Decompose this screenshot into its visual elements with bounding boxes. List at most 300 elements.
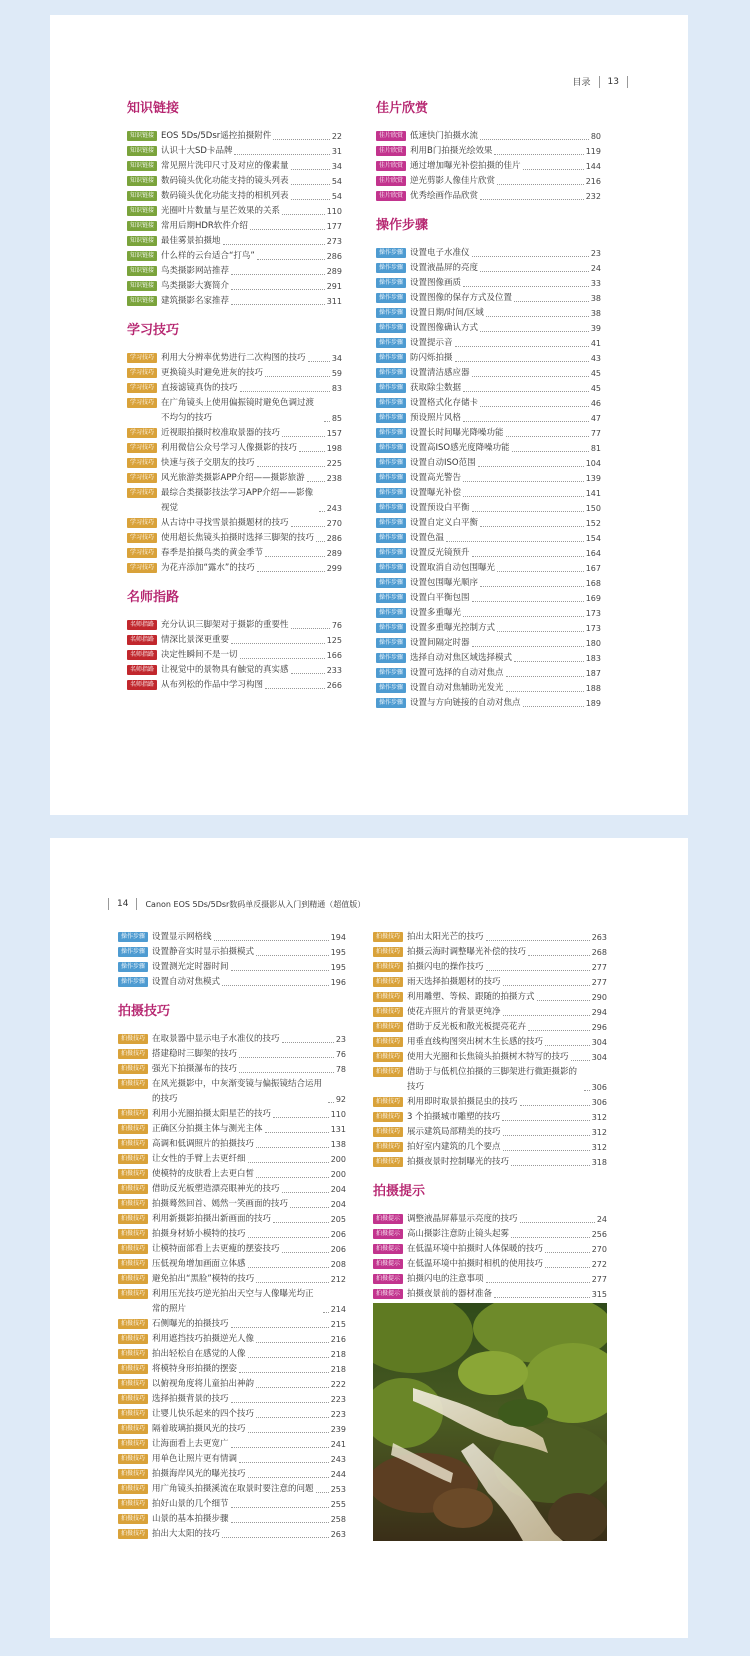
- toc-entry[interactable]: [118, 1107, 346, 1122]
- dot-leader: [528, 955, 590, 956]
- toc-entry[interactable]: [118, 1152, 346, 1167]
- toc-entry[interactable]: [376, 129, 601, 144]
- left-column: [118, 930, 346, 1554]
- toc-entry[interactable]: [118, 1362, 346, 1377]
- toc-entry[interactable]: [127, 174, 342, 189]
- entry-page-number: 306: [591, 1098, 607, 1107]
- toc-entry[interactable]: [376, 396, 601, 411]
- entry-text: [161, 426, 342, 441]
- toc-entry[interactable]: [376, 366, 601, 381]
- toc-entry[interactable]: [127, 396, 342, 426]
- toc-entry[interactable]: [376, 336, 601, 351]
- dot-leader: [472, 511, 584, 512]
- toc-entry[interactable]: [127, 351, 342, 366]
- entry-title: 设置日期/时间/区域: [410, 308, 484, 318]
- category-badge: 操作步骤: [376, 278, 406, 288]
- toc-entry[interactable]: [118, 1212, 346, 1227]
- toc-entry[interactable]: [118, 1272, 346, 1287]
- toc-entry[interactable]: [127, 441, 342, 456]
- entry-page-number: 138: [330, 1140, 346, 1149]
- toc-entry[interactable]: [376, 666, 601, 681]
- entry-text: [152, 1137, 346, 1152]
- toc-entry[interactable]: [376, 561, 601, 576]
- toc-entry[interactable]: [118, 1227, 346, 1242]
- dot-leader: [231, 970, 329, 971]
- entry-page-number: 39: [590, 324, 601, 333]
- entry-title: 调整液晶屏幕显示亮度的技巧: [407, 1214, 518, 1224]
- toc-entry[interactable]: [376, 456, 601, 471]
- entry-page-number: 255: [330, 1500, 346, 1509]
- toc-entry[interactable]: [118, 1167, 346, 1182]
- toc-entry[interactable]: [376, 486, 601, 501]
- toc-entry[interactable]: [127, 159, 342, 174]
- entry-title: 利用B门拍摄光绘效果: [410, 146, 493, 156]
- entry-title: 高调和低调照片的拍摄技巧: [152, 1139, 255, 1149]
- entry-title: 设置包围曝光顺序: [410, 578, 479, 588]
- category-badge: 拍摄技巧: [118, 1064, 148, 1074]
- entry-text: [152, 930, 346, 945]
- toc-entry[interactable]: [376, 159, 601, 174]
- toc-entry[interactable]: [376, 621, 601, 636]
- entry-text: [410, 516, 601, 531]
- toc-entry[interactable]: [373, 1050, 607, 1065]
- category-badge: 知识链接: [127, 146, 157, 156]
- toc-entry[interactable]: [118, 1467, 346, 1482]
- entry-page-number: 212: [330, 1275, 346, 1284]
- entry-text: [152, 1122, 346, 1137]
- category-badge: 知识链接: [127, 131, 157, 141]
- toc-entry[interactable]: [118, 1137, 346, 1152]
- entry-text: [152, 1422, 346, 1437]
- toc-entry[interactable]: [118, 1032, 346, 1047]
- toc-entry[interactable]: [376, 636, 601, 651]
- entry-page-number: 194: [330, 933, 346, 942]
- entry-title: 用单色让照片更有情调: [152, 1454, 238, 1464]
- toc-entry[interactable]: [118, 1077, 346, 1107]
- category-badge: 拍摄提示: [373, 1214, 403, 1224]
- toc-entry[interactable]: [118, 1437, 346, 1452]
- toc-entry[interactable]: [376, 516, 601, 531]
- entry-page-number: 223: [330, 1395, 346, 1404]
- toc-entry[interactable]: [118, 1047, 346, 1062]
- toc-entry[interactable]: [376, 261, 601, 276]
- dot-leader: [480, 406, 589, 407]
- entry-page-number: 110: [330, 1110, 346, 1119]
- toc-entry[interactable]: [376, 681, 601, 696]
- toc-entry[interactable]: [118, 975, 346, 990]
- toc-entry[interactable]: [118, 1452, 346, 1467]
- category-badge: 操作步骤: [376, 323, 406, 333]
- toc-entry[interactable]: [127, 648, 342, 663]
- dot-leader: [239, 1057, 334, 1058]
- entry-title: 拍摄闪电的注意事项: [407, 1274, 484, 1284]
- entry-title: 拍好室内建筑的几个要点: [407, 1142, 501, 1152]
- entry-title: 设置格式化存储卡: [410, 398, 479, 408]
- entry-text: [152, 975, 346, 990]
- category-badge: 操作步骤: [376, 443, 406, 453]
- category-badge: 拍摄技巧: [373, 1022, 403, 1032]
- category-badge: 拍摄技巧: [118, 1514, 148, 1524]
- category-badge: 拍摄技巧: [118, 1109, 148, 1119]
- entry-text: [152, 1212, 346, 1227]
- dot-leader: [545, 1267, 590, 1268]
- entry-page-number: 218: [330, 1365, 346, 1374]
- toc-entry[interactable]: [376, 321, 601, 336]
- entry-text: [152, 1332, 346, 1347]
- dot-leader: [514, 661, 584, 662]
- toc-entry[interactable]: [376, 426, 601, 441]
- toc-entry[interactable]: [373, 1020, 607, 1035]
- toc-entry[interactable]: [376, 591, 601, 606]
- toc-entry[interactable]: [373, 1125, 607, 1140]
- toc-entry[interactable]: [127, 531, 342, 546]
- entry-text: [161, 471, 342, 486]
- dot-leader: [503, 1015, 590, 1016]
- toc-entry[interactable]: [118, 1317, 346, 1332]
- toc-entry[interactable]: [127, 234, 342, 249]
- entry-page-number: 80: [590, 132, 601, 141]
- toc-section: [127, 588, 342, 693]
- page-header: [573, 75, 628, 88]
- toc-entry[interactable]: [373, 1272, 607, 1287]
- toc-entry[interactable]: [118, 1512, 346, 1527]
- entry-text: [161, 396, 342, 426]
- entry-page-number: 233: [326, 666, 342, 675]
- entry-page-number: 33: [590, 279, 601, 288]
- toc-entry[interactable]: [118, 1392, 346, 1407]
- entry-title: 3 个拍摄城市雕塑的技巧: [407, 1112, 501, 1122]
- toc-entry[interactable]: [373, 1005, 607, 1020]
- entry-title: 让视觉中的景物具有触觉的真实感: [161, 665, 289, 675]
- toc-entry[interactable]: [373, 930, 607, 945]
- toc-entry[interactable]: [127, 678, 342, 693]
- entry-title: 选择拍摄背景的技巧: [152, 1394, 229, 1404]
- entry-text: [407, 960, 607, 975]
- entry-page-number: 263: [330, 1530, 346, 1539]
- toc-entry[interactable]: [376, 276, 601, 291]
- category-badge: 操作步骤: [376, 383, 406, 393]
- entry-title: 设置清洁感应器: [410, 368, 470, 378]
- dot-leader: [273, 139, 330, 140]
- dot-leader: [291, 673, 325, 674]
- toc-entry[interactable]: [376, 306, 601, 321]
- toc-entry[interactable]: [376, 471, 601, 486]
- dot-leader: [446, 541, 584, 542]
- entry-title: 让模特面部看上去更瘦的摆姿技巧: [152, 1244, 280, 1254]
- dot-leader: [231, 289, 325, 290]
- dot-leader: [222, 1537, 329, 1538]
- toc-entry[interactable]: [127, 144, 342, 159]
- toc-entry[interactable]: [373, 1242, 607, 1257]
- category-badge: 操作步骤: [118, 932, 148, 942]
- dot-leader: [290, 1207, 329, 1208]
- toc-entry[interactable]: [127, 294, 342, 309]
- entry-page-number: 43: [590, 354, 601, 363]
- entry-title: 选择自动对焦区域选择模式: [410, 653, 513, 663]
- entry-title: 近视眼拍摄时校准取景器的技巧: [161, 428, 281, 438]
- entry-page-number: 169: [585, 594, 601, 603]
- toc-entry[interactable]: [376, 501, 601, 516]
- category-badge: 操作步骤: [376, 518, 406, 528]
- entry-title: 快速与孩子交朋友的技巧: [161, 458, 255, 468]
- entry-text: [161, 219, 342, 234]
- toc-entry[interactable]: [376, 441, 601, 456]
- toc-entry[interactable]: [127, 486, 342, 516]
- toc-entry[interactable]: [127, 204, 342, 219]
- toc-entry[interactable]: [127, 129, 342, 144]
- dot-leader: [511, 1165, 590, 1166]
- toc-entry[interactable]: [127, 471, 342, 486]
- category-badge: 佳片欣赏: [376, 131, 406, 141]
- dot-leader: [480, 199, 584, 200]
- dot-leader: [248, 1477, 329, 1478]
- toc-entry[interactable]: [376, 696, 601, 711]
- entry-page-number: 244: [330, 1470, 346, 1479]
- toc-entry[interactable]: [376, 606, 601, 621]
- entry-text: [410, 276, 601, 291]
- category-badge: 操作步骤: [376, 368, 406, 378]
- toc-entry[interactable]: [376, 651, 601, 666]
- entry-page-number: 304: [591, 1038, 607, 1047]
- toc-entry[interactable]: [118, 1182, 346, 1197]
- dot-leader: [282, 214, 325, 215]
- toc-entry[interactable]: [118, 1482, 346, 1497]
- toc-entry[interactable]: [118, 1287, 346, 1317]
- toc-entry[interactable]: [373, 945, 607, 960]
- toc-entry[interactable]: [127, 516, 342, 531]
- entry-title: 正确区分拍摄主体与测光主体: [152, 1124, 263, 1134]
- entry-title: 在广角镜头上使用偏振镜时避免色调过渡不均匀的技巧: [161, 398, 315, 423]
- category-badge: 拍摄提示: [373, 1289, 403, 1299]
- entry-text: [410, 396, 601, 411]
- toc-entry[interactable]: [118, 1407, 346, 1422]
- toc-entry[interactable]: [118, 1527, 346, 1542]
- toc-entry[interactable]: [376, 531, 601, 546]
- category-badge: 拍摄技巧: [118, 1049, 148, 1059]
- toc-entry[interactable]: [373, 1227, 607, 1242]
- entry-page-number: 223: [330, 1410, 346, 1419]
- entry-page-number: 312: [591, 1143, 607, 1152]
- entry-title: 借助于与低机位拍摄的三脚架进行微距摄影的技巧: [407, 1067, 578, 1092]
- entry-title: 拍摄夜景前的器材准备: [407, 1289, 493, 1299]
- entry-page-number: 291: [326, 282, 342, 291]
- toc-entry[interactable]: [118, 945, 346, 960]
- entry-text: [152, 1497, 346, 1512]
- entry-title: 在低温环境中拍摄时人体保暖的技巧: [407, 1244, 544, 1254]
- entry-text: [410, 456, 601, 471]
- entry-page-number: 290: [591, 993, 607, 1002]
- toc-entry[interactable]: [376, 546, 601, 561]
- entry-text: [410, 591, 601, 606]
- toc-entry[interactable]: [118, 1197, 346, 1212]
- toc-entry[interactable]: [127, 663, 342, 678]
- entry-page-number: 54: [331, 177, 342, 186]
- toc-entry[interactable]: [376, 174, 601, 189]
- dot-leader: [239, 1462, 329, 1463]
- toc-entry[interactable]: [118, 1347, 346, 1362]
- entry-title: 利用雕塑、等候、跟随的拍摄方式: [407, 992, 535, 1002]
- category-badge: 拍摄提示: [373, 1259, 403, 1269]
- toc-entry[interactable]: [376, 144, 601, 159]
- entry-text: [161, 234, 342, 249]
- category-badge: 操作步骤: [376, 413, 406, 423]
- entry-title: 更换镜头时避免进灰的技巧: [161, 368, 264, 378]
- entry-page-number: 204: [330, 1185, 346, 1194]
- dot-leader: [282, 1252, 329, 1253]
- entry-text: [407, 1065, 607, 1095]
- entry-text: [410, 159, 601, 174]
- entry-title: 拍摄云海时调整曝光补偿的技巧: [407, 947, 527, 957]
- entry-page-number: 198: [326, 444, 342, 453]
- toc-entry[interactable]: [127, 219, 342, 234]
- entry-text: [407, 1242, 607, 1257]
- toc-entry[interactable]: [127, 264, 342, 279]
- category-badge: 拍摄技巧: [118, 1349, 148, 1359]
- toc-entry[interactable]: [376, 411, 601, 426]
- entry-title: 以俯视角度将儿童拍出神韵: [152, 1379, 255, 1389]
- toc-entry[interactable]: [127, 426, 342, 441]
- entry-page-number: 45: [590, 384, 601, 393]
- entry-page-number: 177: [326, 222, 342, 231]
- toc-entry[interactable]: [376, 576, 601, 591]
- dot-leader: [520, 1222, 595, 1223]
- toc-entry[interactable]: [118, 1497, 346, 1512]
- toc-entry[interactable]: [373, 990, 607, 1005]
- toc-entry[interactable]: [127, 381, 342, 396]
- entry-text: [410, 144, 601, 159]
- entry-page-number: 277: [591, 963, 607, 972]
- toc-entry[interactable]: [373, 960, 607, 975]
- category-badge: 拍摄技巧: [118, 1274, 148, 1284]
- dot-leader: [463, 286, 589, 287]
- toc-entry[interactable]: [373, 1257, 607, 1272]
- toc-entry[interactable]: [373, 1035, 607, 1050]
- toc-entry[interactable]: [127, 249, 342, 264]
- dot-leader: [222, 985, 329, 986]
- toc-entry[interactable]: [127, 279, 342, 294]
- dot-leader: [503, 985, 590, 986]
- category-badge: 操作步骤: [376, 638, 406, 648]
- entry-text: [152, 960, 346, 975]
- dot-leader: [503, 1150, 590, 1151]
- toc-entry[interactable]: [376, 351, 601, 366]
- toc-entry[interactable]: [373, 1287, 607, 1302]
- category-badge: 拍摄技巧: [373, 1052, 403, 1062]
- entry-title: 从布列松的作品中学习构图: [161, 680, 264, 690]
- entry-title: 利用大分辨率优势进行二次构图的技巧: [161, 353, 306, 363]
- page-header: [108, 898, 365, 910]
- dot-leader: [231, 1522, 329, 1523]
- toc-entry[interactable]: [118, 960, 346, 975]
- entry-title: 强光下拍摄瀑布的技巧: [152, 1064, 238, 1074]
- entry-text: [152, 1047, 346, 1062]
- toc-entry[interactable]: [373, 1065, 607, 1095]
- entry-text: [410, 681, 601, 696]
- entry-text: [407, 1020, 607, 1035]
- entry-title: 设置间隔定时器: [410, 638, 470, 648]
- toc-entry[interactable]: [127, 618, 342, 633]
- toc-entry[interactable]: [118, 1257, 346, 1272]
- category-badge: 操作步骤: [376, 473, 406, 483]
- category-badge: 知识链接: [127, 236, 157, 246]
- entry-text: [410, 531, 601, 546]
- toc-entry[interactable]: [376, 189, 601, 204]
- section-title: 拍摄技巧: [118, 1004, 171, 1019]
- category-badge: 拍摄技巧: [118, 1244, 148, 1254]
- entry-text: [161, 516, 342, 531]
- toc-entry[interactable]: [376, 291, 601, 306]
- toc-entry[interactable]: [373, 1212, 607, 1227]
- toc-entry[interactable]: [118, 1122, 346, 1137]
- entry-text: [152, 1452, 346, 1467]
- category-badge: 拍摄提示: [373, 1244, 403, 1254]
- toc-entry[interactable]: [373, 1110, 607, 1125]
- dot-leader: [520, 1105, 590, 1106]
- dot-leader: [239, 1072, 334, 1073]
- entry-title: 设置高ISO感光度降噪功能: [410, 443, 510, 453]
- dot-leader: [248, 1162, 329, 1163]
- toc-entry[interactable]: [118, 1377, 346, 1392]
- category-badge: 操作步骤: [118, 977, 148, 987]
- entry-text: [410, 174, 601, 189]
- toc-entry[interactable]: [118, 1422, 346, 1437]
- entry-text: [410, 381, 601, 396]
- entry-text: [410, 246, 601, 261]
- toc-entry[interactable]: [127, 561, 342, 576]
- entry-text: [410, 696, 601, 711]
- toc-entry[interactable]: [127, 456, 342, 471]
- toc-section: [376, 99, 601, 204]
- dot-leader: [528, 1030, 590, 1031]
- entry-page-number: 241: [330, 1440, 346, 1449]
- entry-page-number: 24: [590, 264, 601, 273]
- entry-text: [410, 621, 601, 636]
- entry-text: [152, 1107, 346, 1122]
- entry-title: 拍摄蓦然回首、嫣然一笑画面的技巧: [152, 1199, 289, 1209]
- entry-text: [161, 618, 342, 633]
- entry-page-number: 286: [326, 252, 342, 261]
- entry-page-number: 34: [331, 162, 342, 171]
- category-badge: 知识链接: [127, 266, 157, 276]
- entry-title: EOS 5Ds/5Dsr遥控拍摄附件: [161, 131, 272, 141]
- dot-leader: [291, 628, 330, 629]
- entry-title: 最佳雾景拍摄地: [161, 236, 221, 246]
- toc-entry[interactable]: [118, 1062, 346, 1077]
- toc-entry[interactable]: [376, 246, 601, 261]
- entry-text: [407, 1155, 607, 1170]
- category-badge: 操作步骤: [376, 563, 406, 573]
- dot-leader: [250, 229, 325, 230]
- toc-entry[interactable]: [127, 633, 342, 648]
- toc-entry[interactable]: [118, 1332, 346, 1347]
- toc-entry[interactable]: [376, 381, 601, 396]
- toc-entry[interactable]: [118, 1242, 346, 1257]
- toc-entry[interactable]: [118, 930, 346, 945]
- category-badge: 佳片欣赏: [376, 176, 406, 186]
- toc-entry[interactable]: [127, 366, 342, 381]
- category-badge: 操作步骤: [376, 308, 406, 318]
- toc-entry[interactable]: [373, 1095, 607, 1110]
- entry-page-number: 78: [335, 1065, 346, 1074]
- toc-entry[interactable]: [373, 975, 607, 990]
- category-badge: 佳片欣赏: [376, 146, 406, 156]
- dot-leader: [480, 139, 589, 140]
- toc-entry[interactable]: [127, 189, 342, 204]
- category-badge: 知识链接: [127, 251, 157, 261]
- toc-entry[interactable]: [373, 1155, 607, 1170]
- toc-entry[interactable]: [127, 546, 342, 561]
- toc-entry[interactable]: [373, 1140, 607, 1155]
